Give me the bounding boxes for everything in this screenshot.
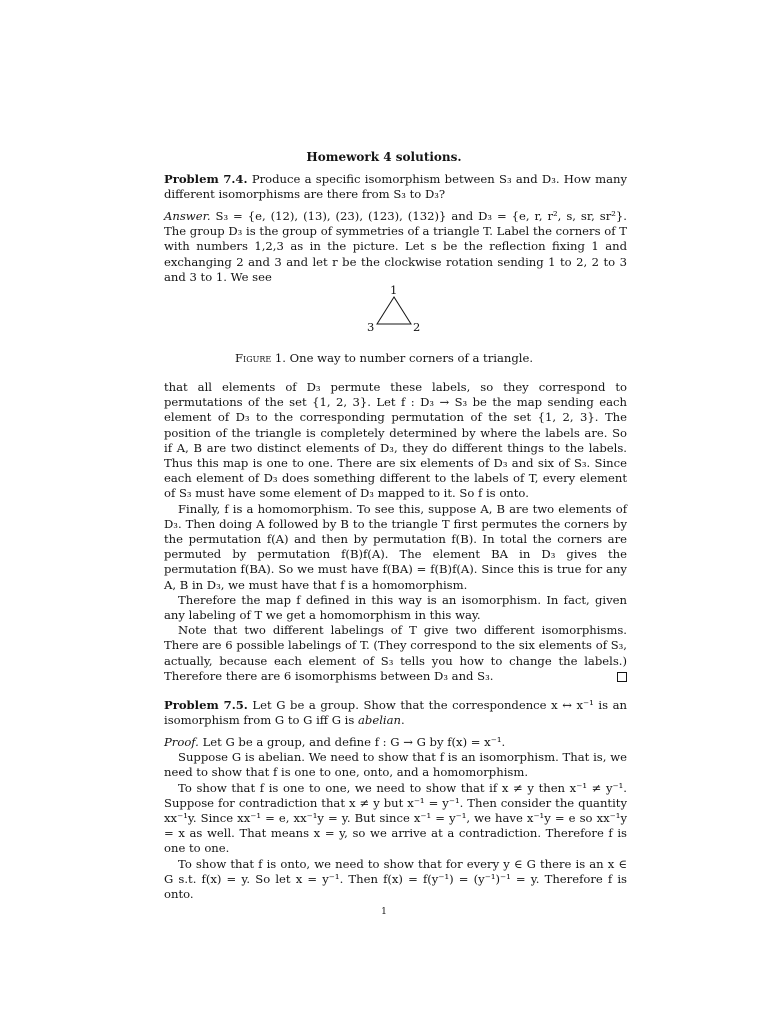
corner-label-left: 3 [367, 320, 375, 334]
body-paragraph-4 [164, 623, 627, 684]
proof-block [164, 735, 627, 902]
figure-caption-text: One way to number corners of a triangle. [289, 351, 534, 365]
answer-continuation [164, 380, 627, 684]
answer-text: S₃ = {e, (12), (13), (23), (123), (132)} and D₃ = {e, r, r², s, sr, sr²}. The group D₃ is the group of symmetries of a triangle T. Label the corners of T with numbers 1,2,3 as in the picture. Let s be the reflection fixing 1 and exchanging 2 and 3 and let r be the clockwise rotation sending 1 to 2, 2 to 3 and 3 to 1. We see [164, 209, 627, 284]
proof-label: Proof. [164, 735, 199, 749]
triangle-figure [358, 284, 428, 336]
page-number: 1 [381, 907, 387, 917]
qed-square-icon [617, 672, 627, 682]
problem-7-5-label: Problem 7.5. [164, 698, 248, 712]
figure-caption [0, 351, 768, 365]
body-paragraph-3: Therefore the map f defined in this way is an isomorphism. In fact, given any labeling of T we get a homomorphism in this way. [164, 592, 627, 623]
problem-7-5-text-end: . [401, 713, 405, 728]
body-paragraph-4-text: Note that two different labelings of T give two different isomorphisms. There are 6 possible labelings of T. (They correspond to the six elements of S₃, actually, because each element of S₃ tells you how to change the labels.) Therefore there are 6 isomorphisms between D₃ and S₃. [164, 623, 627, 683]
problem-7-5-text: Let G be a group. Show that the correspondence x ↔ x⁻¹ is an isomorphism from G to G iff G is [164, 698, 627, 728]
problem-7-5 [164, 698, 627, 728]
problem-7-4-text: Produce a specific isomorphism between S₃ and D₃. How many different isomorphisms are there from S₃ to D₃? [164, 172, 627, 202]
page-title: Homework 4 solutions. [306, 150, 462, 164]
body-paragraph-1: that all elements of D₃ permute these labels, so they correspond to permutations of the set {1, 2, 3}. Let f : D₃ → S₃ be the map sending each element of D₃ to the corresponding permutation of the set {1, 2, 3}. The position of the triangle is completely determined by where the labels are. So if A, B are two distinct elements of D₃, they do different things to the labels. Thus this map is one to one. There are six elements of D₃ and six of S₃. Since each element of D₃ does something different to the labels of T, every element of S₃ must have some element of D₃ mapped to it. So f is onto. [164, 380, 627, 501]
corner-label-right: 2 [413, 320, 421, 334]
proof-text: Let G be a group, and define f : G → G by f(x) = x⁻¹. [202, 735, 506, 749]
corner-label-top: 1 [390, 283, 398, 297]
problem-7-4-label: Problem 7.4. [164, 172, 248, 186]
problem-7-4 [164, 172, 627, 202]
answer-block [164, 209, 627, 285]
proof-paragraph-2: To show that f is one to one, we need to show that if x ≠ y then x⁻¹ ≠ y⁻¹. Suppose for contradiction that x ≠ y but x⁻¹ = y⁻¹. Then consider the quantity xx⁻¹y. Since xx⁻¹ = e, xx⁻¹y = y. But since x⁻¹ = y⁻¹, we have x⁻¹y = e so xx⁻¹y = x as well. That means x = y, so we arrive at a contradiction. Therefore f is one to one. [164, 780, 627, 856]
answer-label: Answer. [164, 209, 211, 223]
figure-caption-label: Figure 1. [234, 351, 286, 365]
proof-paragraph-1: Suppose G is abelian. We need to show that f is an isomorphism. That is, we need to show that f is one to one, onto, and a homomorphism. [164, 750, 627, 780]
body-paragraph-2: Finally, f is a homomorphism. To see this, suppose A, B are two elements of D₃. Then doing A followed by B to the triangle T first permutes the corners by the permutation f(A) and then by permutation f(B). In total the corners are permuted by permutation f(B)f(A). The element BA in D₃ gives the permutation f(BA). So we must have f(BA) = f(B)f(A). Since this is true for any A, B in D₃, we must have that f is a homomorphism. [164, 501, 627, 592]
problem-7-5-emphasis: abelian [358, 713, 402, 728]
proof-paragraph-3: To show that f is onto, we need to show that for every y ∈ G there is an x ∈ G s.t. f(x) = y. So let x = y⁻¹. Then f(x) = f(y⁻¹) = (y⁻¹)⁻¹ = y. Therefore f is onto. [164, 856, 627, 902]
